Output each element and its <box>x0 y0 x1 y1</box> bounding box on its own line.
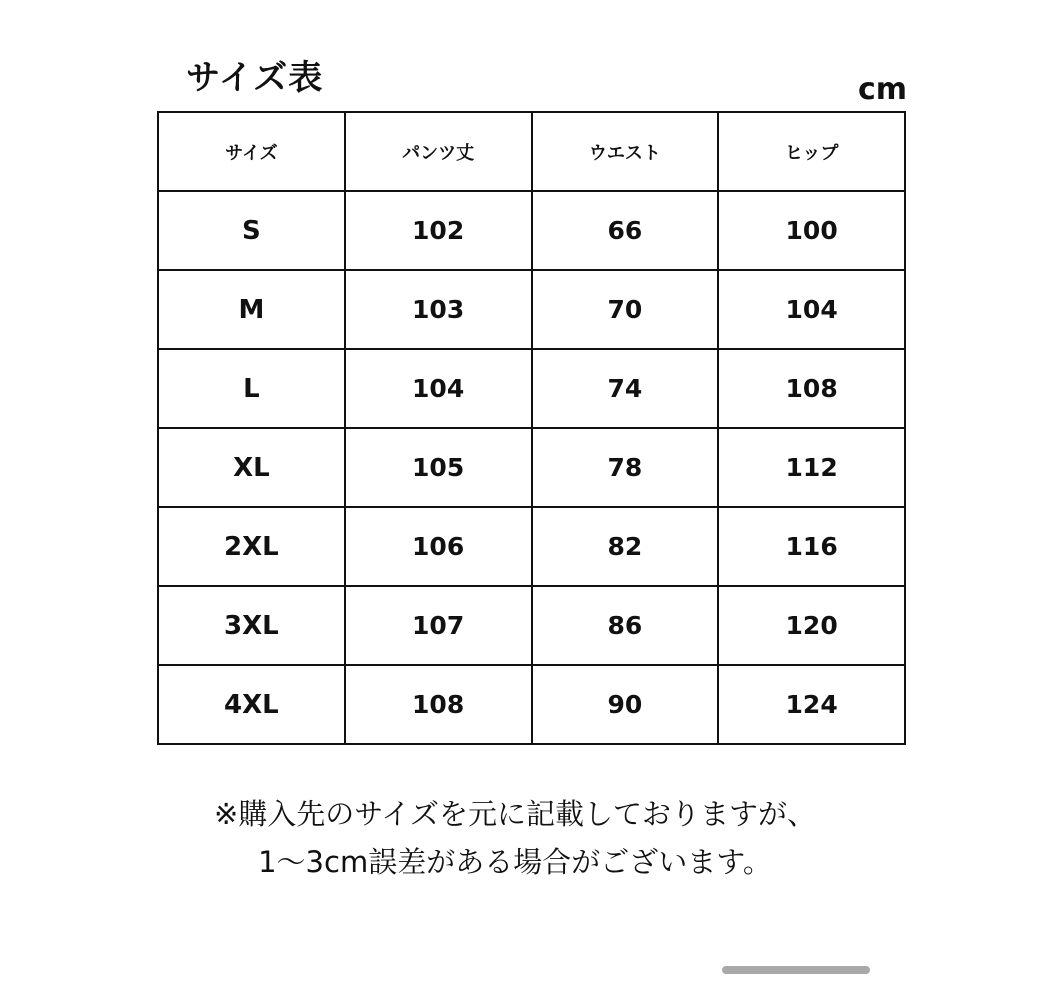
size-cell: 4XL <box>158 665 345 744</box>
pants-length-cell: 104 <box>345 349 532 428</box>
hip-cell: 124 <box>718 665 905 744</box>
waist-cell: 82 <box>532 507 719 586</box>
pants-length-cell: 103 <box>345 270 532 349</box>
waist-cell: 74 <box>532 349 719 428</box>
hip-cell: 120 <box>718 586 905 665</box>
pants-length-cell: 108 <box>345 665 532 744</box>
waist-cell: 66 <box>532 191 719 270</box>
table-row <box>158 270 905 349</box>
size-cell: S <box>158 191 345 270</box>
size-cell: M <box>158 270 345 349</box>
hip-cell: 116 <box>718 507 905 586</box>
header-pants-length: パンツ丈 <box>345 112 532 191</box>
note-line-1: ※購入先のサイズを元に記載しておりますが、 <box>214 797 816 831</box>
hip-cell: 112 <box>718 428 905 507</box>
table-row <box>158 507 905 586</box>
size-cell: XL <box>158 428 345 507</box>
waist-cell: 70 <box>532 270 719 349</box>
table-row <box>158 349 905 428</box>
note-line-2: 1〜3cm誤差がある場合がございます。 <box>258 845 772 879</box>
pants-length-cell: 105 <box>345 428 532 507</box>
unit-label: cm <box>858 72 908 107</box>
pants-length-cell: 106 <box>345 507 532 586</box>
table-row <box>158 191 905 270</box>
waist-cell: 86 <box>532 586 719 665</box>
waist-cell: 78 <box>532 428 719 507</box>
page-title: サイズ表 <box>186 58 324 98</box>
hip-cell: 108 <box>718 349 905 428</box>
size-cell: L <box>158 349 345 428</box>
hip-cell: 104 <box>718 270 905 349</box>
hip-cell: 100 <box>718 191 905 270</box>
pants-length-cell: 102 <box>345 191 532 270</box>
table-header-row <box>158 112 905 191</box>
waist-cell: 90 <box>532 665 719 744</box>
table-row <box>158 665 905 744</box>
pants-length-cell: 107 <box>345 586 532 665</box>
header-waist: ウエスト <box>532 112 719 191</box>
size-cell: 3XL <box>158 586 345 665</box>
size-table <box>157 111 906 745</box>
home-indicator[interactable] <box>722 966 870 974</box>
table-row <box>158 428 905 507</box>
size-cell: 2XL <box>158 507 345 586</box>
header-hip: ヒップ <box>718 112 905 191</box>
table-row <box>158 586 905 665</box>
header-size: サイズ <box>158 112 345 191</box>
